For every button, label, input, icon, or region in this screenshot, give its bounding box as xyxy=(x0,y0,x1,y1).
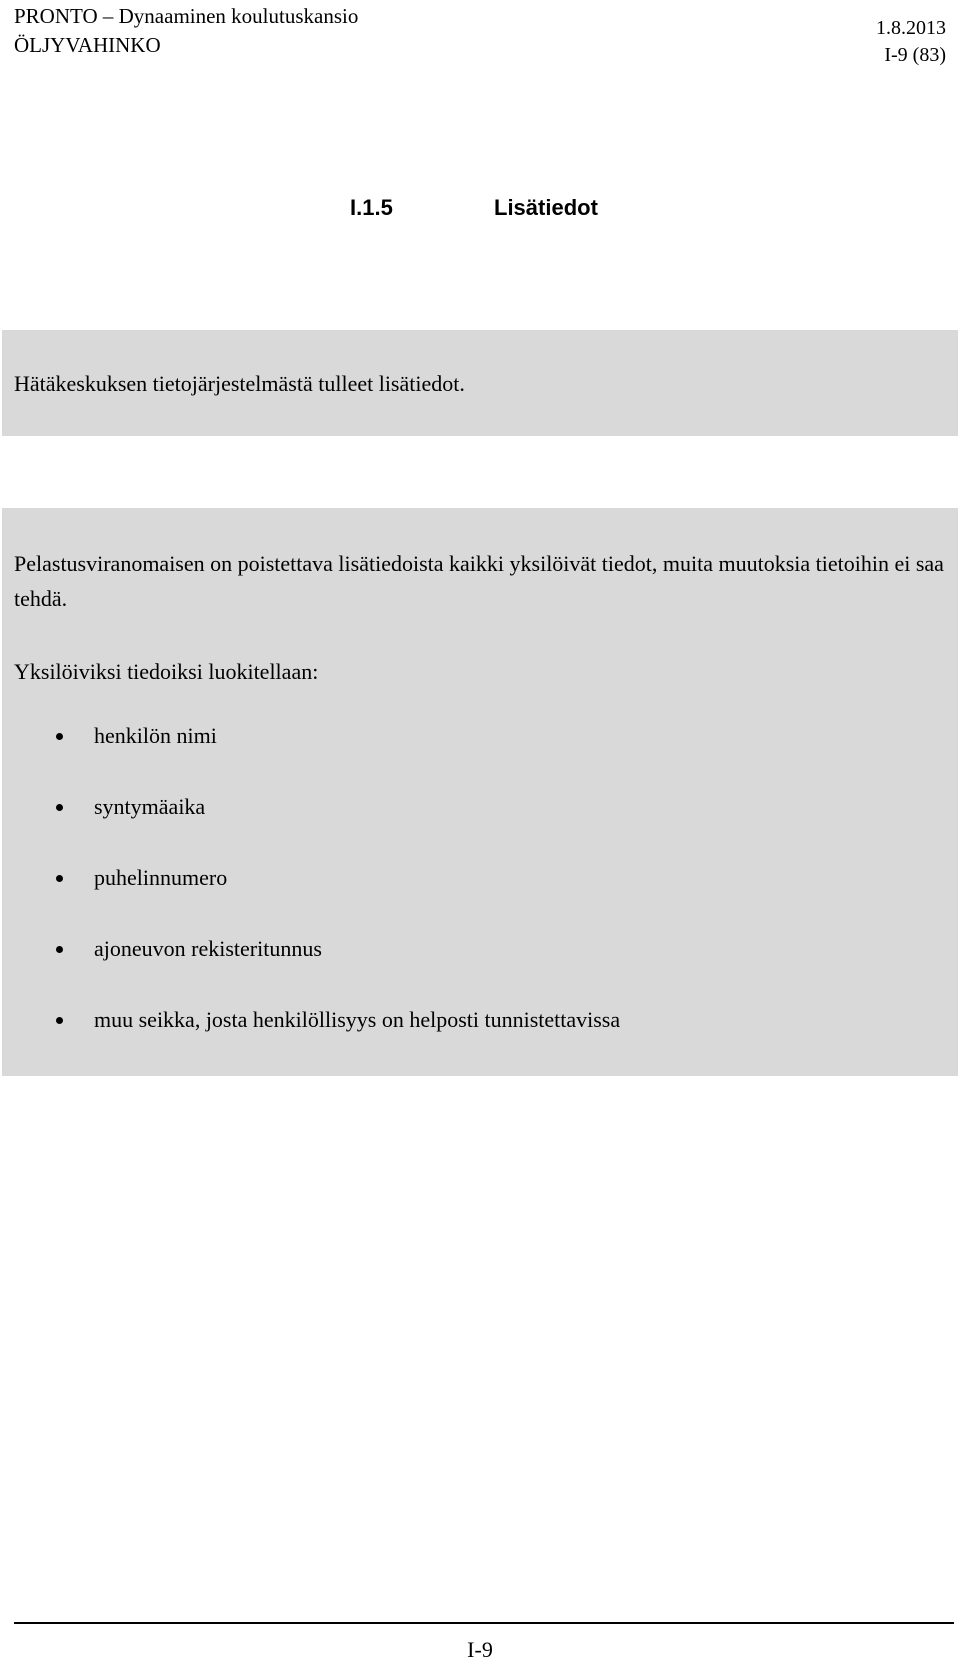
info-box-source xyxy=(2,330,958,436)
header-left xyxy=(14,2,358,60)
bullet-icon xyxy=(56,1017,63,1024)
info-box-source-text: Hätäkeskuksen tietojärjestelmästä tulleet lisätiedot. xyxy=(14,371,465,396)
bullet-icon xyxy=(56,946,63,953)
bullet-icon xyxy=(56,875,63,882)
list-item-label: muu seikka, josta henkilöllisyys on helposti tunnistettavissa xyxy=(94,1007,621,1032)
footer-page-number: I-9 xyxy=(467,1637,493,1662)
bullet-icon xyxy=(56,804,63,811)
list-item-label: ajoneuvon rekisteritunnus xyxy=(94,936,322,961)
document-date: 1.8.2013 xyxy=(876,17,946,39)
section-number: I.1.5 xyxy=(350,195,393,220)
section-title: Lisätiedot xyxy=(494,195,598,220)
list-intro-paragraph: Yksilöiviksi tiedoiksi luokitellaan: xyxy=(14,659,319,684)
footer-divider xyxy=(14,1622,954,1624)
document-subtitle: ÖLJYVAHINKO xyxy=(14,33,161,57)
instruction-paragraph: Pelastusviranomaisen on poistettava lisätiedoista kaikki yksilöivät tiedot, muita muutoksia tietoihin ei saa tehdä. xyxy=(14,551,944,611)
document-title: PRONTO – Dynaaminen koulutuskansio xyxy=(14,4,359,28)
header-right xyxy=(876,15,946,69)
list-item-label: puhelinnumero xyxy=(94,865,228,890)
bullet-icon xyxy=(56,733,63,740)
page-reference: I-9 (83) xyxy=(884,44,946,66)
info-box-instructions xyxy=(2,508,958,1076)
list-item-label: henkilön nimi xyxy=(94,723,217,748)
list-item-label: syntymäaika xyxy=(94,794,206,819)
